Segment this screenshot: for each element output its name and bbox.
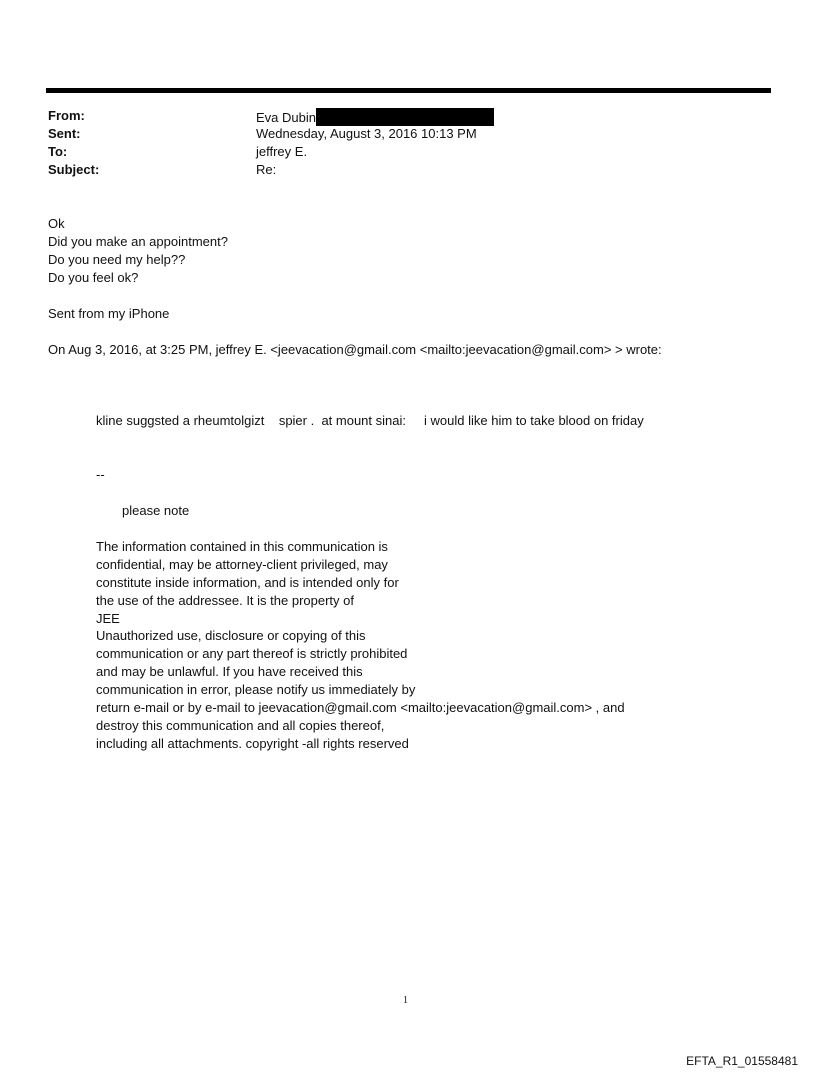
header-rule: [46, 88, 771, 93]
quote-intro: On Aug 3, 2016, at 3:25 PM, jeffrey E. <jeevacation@gmail.com <mailto:jeevacation@gmail.com> > wrote:: [48, 342, 662, 357]
redaction-block: [316, 108, 494, 126]
disclaimer-line: return e-mail or by e-mail to jeevacation@gmail.com <mailto:jeevacation@gmail.com> , and: [96, 700, 625, 715]
disclaimer-line: communication in error, please notify us immediately by: [96, 682, 416, 697]
body-line: Do you feel ok?: [48, 270, 139, 285]
disclaimer-line: destroy this communication and all copies thereof,: [96, 718, 385, 733]
from-value: [256, 108, 494, 126]
sent-label: Sent:: [48, 126, 81, 141]
from-label: From:: [48, 108, 85, 123]
disclaimer-line: Unauthorized use, disclosure or copying of this: [96, 628, 366, 643]
body-line: Ok: [48, 216, 65, 231]
to-label: To:: [48, 144, 68, 159]
disclaimer-line: the use of the addressee. It is the property of: [96, 593, 354, 608]
disclaimer-line: and may be unlawful. If you have received this: [96, 664, 363, 679]
body-line: Do you need my help??: [48, 252, 186, 267]
signature: Sent from my iPhone: [48, 306, 170, 321]
quoted-message: kline suggsted a rheumtolgizt spier . at mount sinai: i would like him to take blood on friday: [96, 413, 644, 428]
disclaimer-line: JEE: [96, 611, 120, 626]
disclaimer-line: The information contained in this communication is: [96, 539, 388, 554]
document-id: EFTA_R1_01558481: [686, 1054, 798, 1068]
please-note: please note: [122, 503, 190, 518]
sent-value: Wednesday, August 3, 2016 10:13 PM: [256, 126, 477, 141]
to-value: jeffrey E.: [256, 144, 308, 159]
sender-name: Eva Dubin: [256, 110, 316, 125]
signature-separator: --: [96, 467, 105, 482]
subject-value: Re:: [256, 162, 277, 177]
disclaimer-line: confidential, may be attorney-client privileged, may: [96, 557, 388, 572]
page-number: 1: [403, 995, 408, 1006]
body-line: Did you make an appointment?: [48, 234, 228, 249]
disclaimer-line: constitute inside information, and is intended only for: [96, 575, 399, 590]
disclaimer-line: including all attachments. copyright -all rights reserved: [96, 736, 409, 751]
disclaimer-line: communication or any part thereof is strictly prohibited: [96, 646, 408, 661]
subject-label: Subject:: [48, 162, 100, 177]
